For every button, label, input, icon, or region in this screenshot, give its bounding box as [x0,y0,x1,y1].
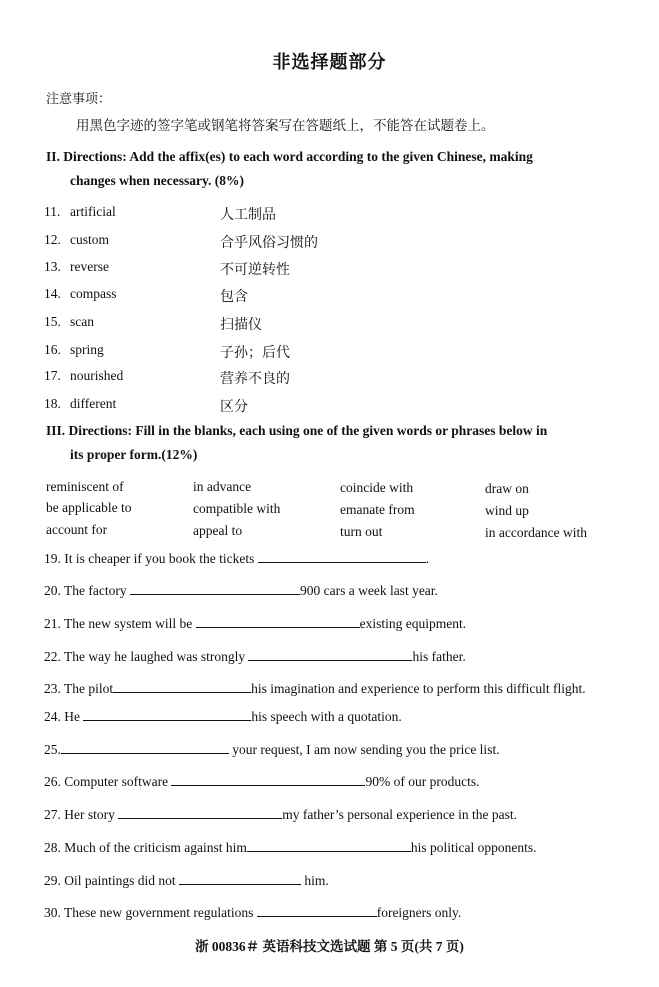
phrase-option: appeal to [193,523,243,538]
phrase-option: turn out [340,524,383,539]
vocab-chinese: 营养不良的 [220,372,290,387]
section3-directions-line2: its proper form.(12%) [70,447,198,462]
question-27: 27. Her story my father’s personal experience in the past. [44,807,518,822]
answer-blank[interactable] [179,872,301,885]
question-20: 20. The factory 900 cars a week last year. [44,583,438,598]
phrase-option: coincide with [340,480,414,495]
answer-blank[interactable] [83,708,251,721]
answer-blank[interactable] [247,839,411,852]
vocab-chinese: 合乎风俗习惯的 [220,236,318,251]
answer-blank[interactable] [258,550,426,563]
page-title: 非选择题部分 [272,52,387,72]
vocab-item: 15. scan [44,314,94,329]
vocab-chinese: 子孙；后代 [220,346,290,361]
vocab-item: 14. compass [44,286,117,301]
question-24: 24. He his speech with a quotation. [44,709,402,724]
question-23: 23. The pilot his imagination and experience to perform this difficult flight. [44,681,586,696]
phrase-option: in accordance with [485,525,587,540]
notice-heading: 注意事项： [46,91,112,106]
question-28: 28. Much of the criticism against him his political opponents. [44,840,537,855]
section2-directions-line2: changes when necessary. (8%) [70,173,244,188]
answer-blank[interactable] [118,806,282,819]
question-30: 30. These new government regulations foreigners only. [44,905,462,920]
vocab-item: 11. artificial [44,204,116,219]
answer-blank[interactable] [196,615,360,628]
vocab-item: 17. nourished [44,368,124,383]
vocab-chinese: 区分 [220,400,248,415]
section3-directions-line1: III. Directions: Fill in the blanks, each using one of the given words or phrases below in [46,423,548,438]
question-21: 21. The new system will be existing equipment. [44,616,467,631]
answer-blank[interactable] [130,582,300,595]
phrase-option: account for [46,522,108,537]
page-footer: 浙 00836＃ 英语科技文选试题 第 5 页(共 7 页) [195,939,464,954]
vocab-chinese: 不可逆转性 [220,263,290,278]
vocab-item: 16. spring [44,342,104,357]
notice-text: 用黑色字迹的签字笔或钢笔将答案写在答题纸上，不能答在试题卷上。 [76,118,495,133]
answer-blank[interactable] [171,773,365,786]
vocab-item: 13. reverse [44,259,109,274]
vocab-chinese: 人工制品 [220,208,276,223]
vocab-item: 12. custom [44,232,109,247]
phrase-option: in advance [193,479,252,494]
vocab-item: 18. different [44,396,117,411]
question-22: 22. The way he laughed was strongly his father. [44,649,466,664]
answer-blank[interactable] [248,648,412,661]
answer-blank[interactable] [257,904,377,917]
section2-directions-line1: II. Directions: Add the affix(es) to each word according to the given Chinese, making [46,149,533,164]
question-26: 26. Computer software 90% of our products. [44,774,480,789]
vocab-chinese: 扫描仪 [220,318,262,333]
phrase-option: compatible with [193,501,281,516]
phrase-option: emanate from [340,502,415,517]
answer-blank[interactable] [113,680,251,693]
phrase-option: reminiscent of [46,479,124,494]
vocab-chinese: 包含 [220,290,248,305]
question-25: 25. your request, I am now sending you the price list. [44,742,500,757]
phrase-option: be applicable to [46,500,132,515]
question-29: 29. Oil paintings did not him. [44,873,329,888]
question-19: 19. It is cheaper if you book the tickets . [44,551,430,566]
phrase-option: draw on [485,481,529,496]
phrase-option: wind up [485,503,529,518]
answer-blank[interactable] [61,741,229,754]
